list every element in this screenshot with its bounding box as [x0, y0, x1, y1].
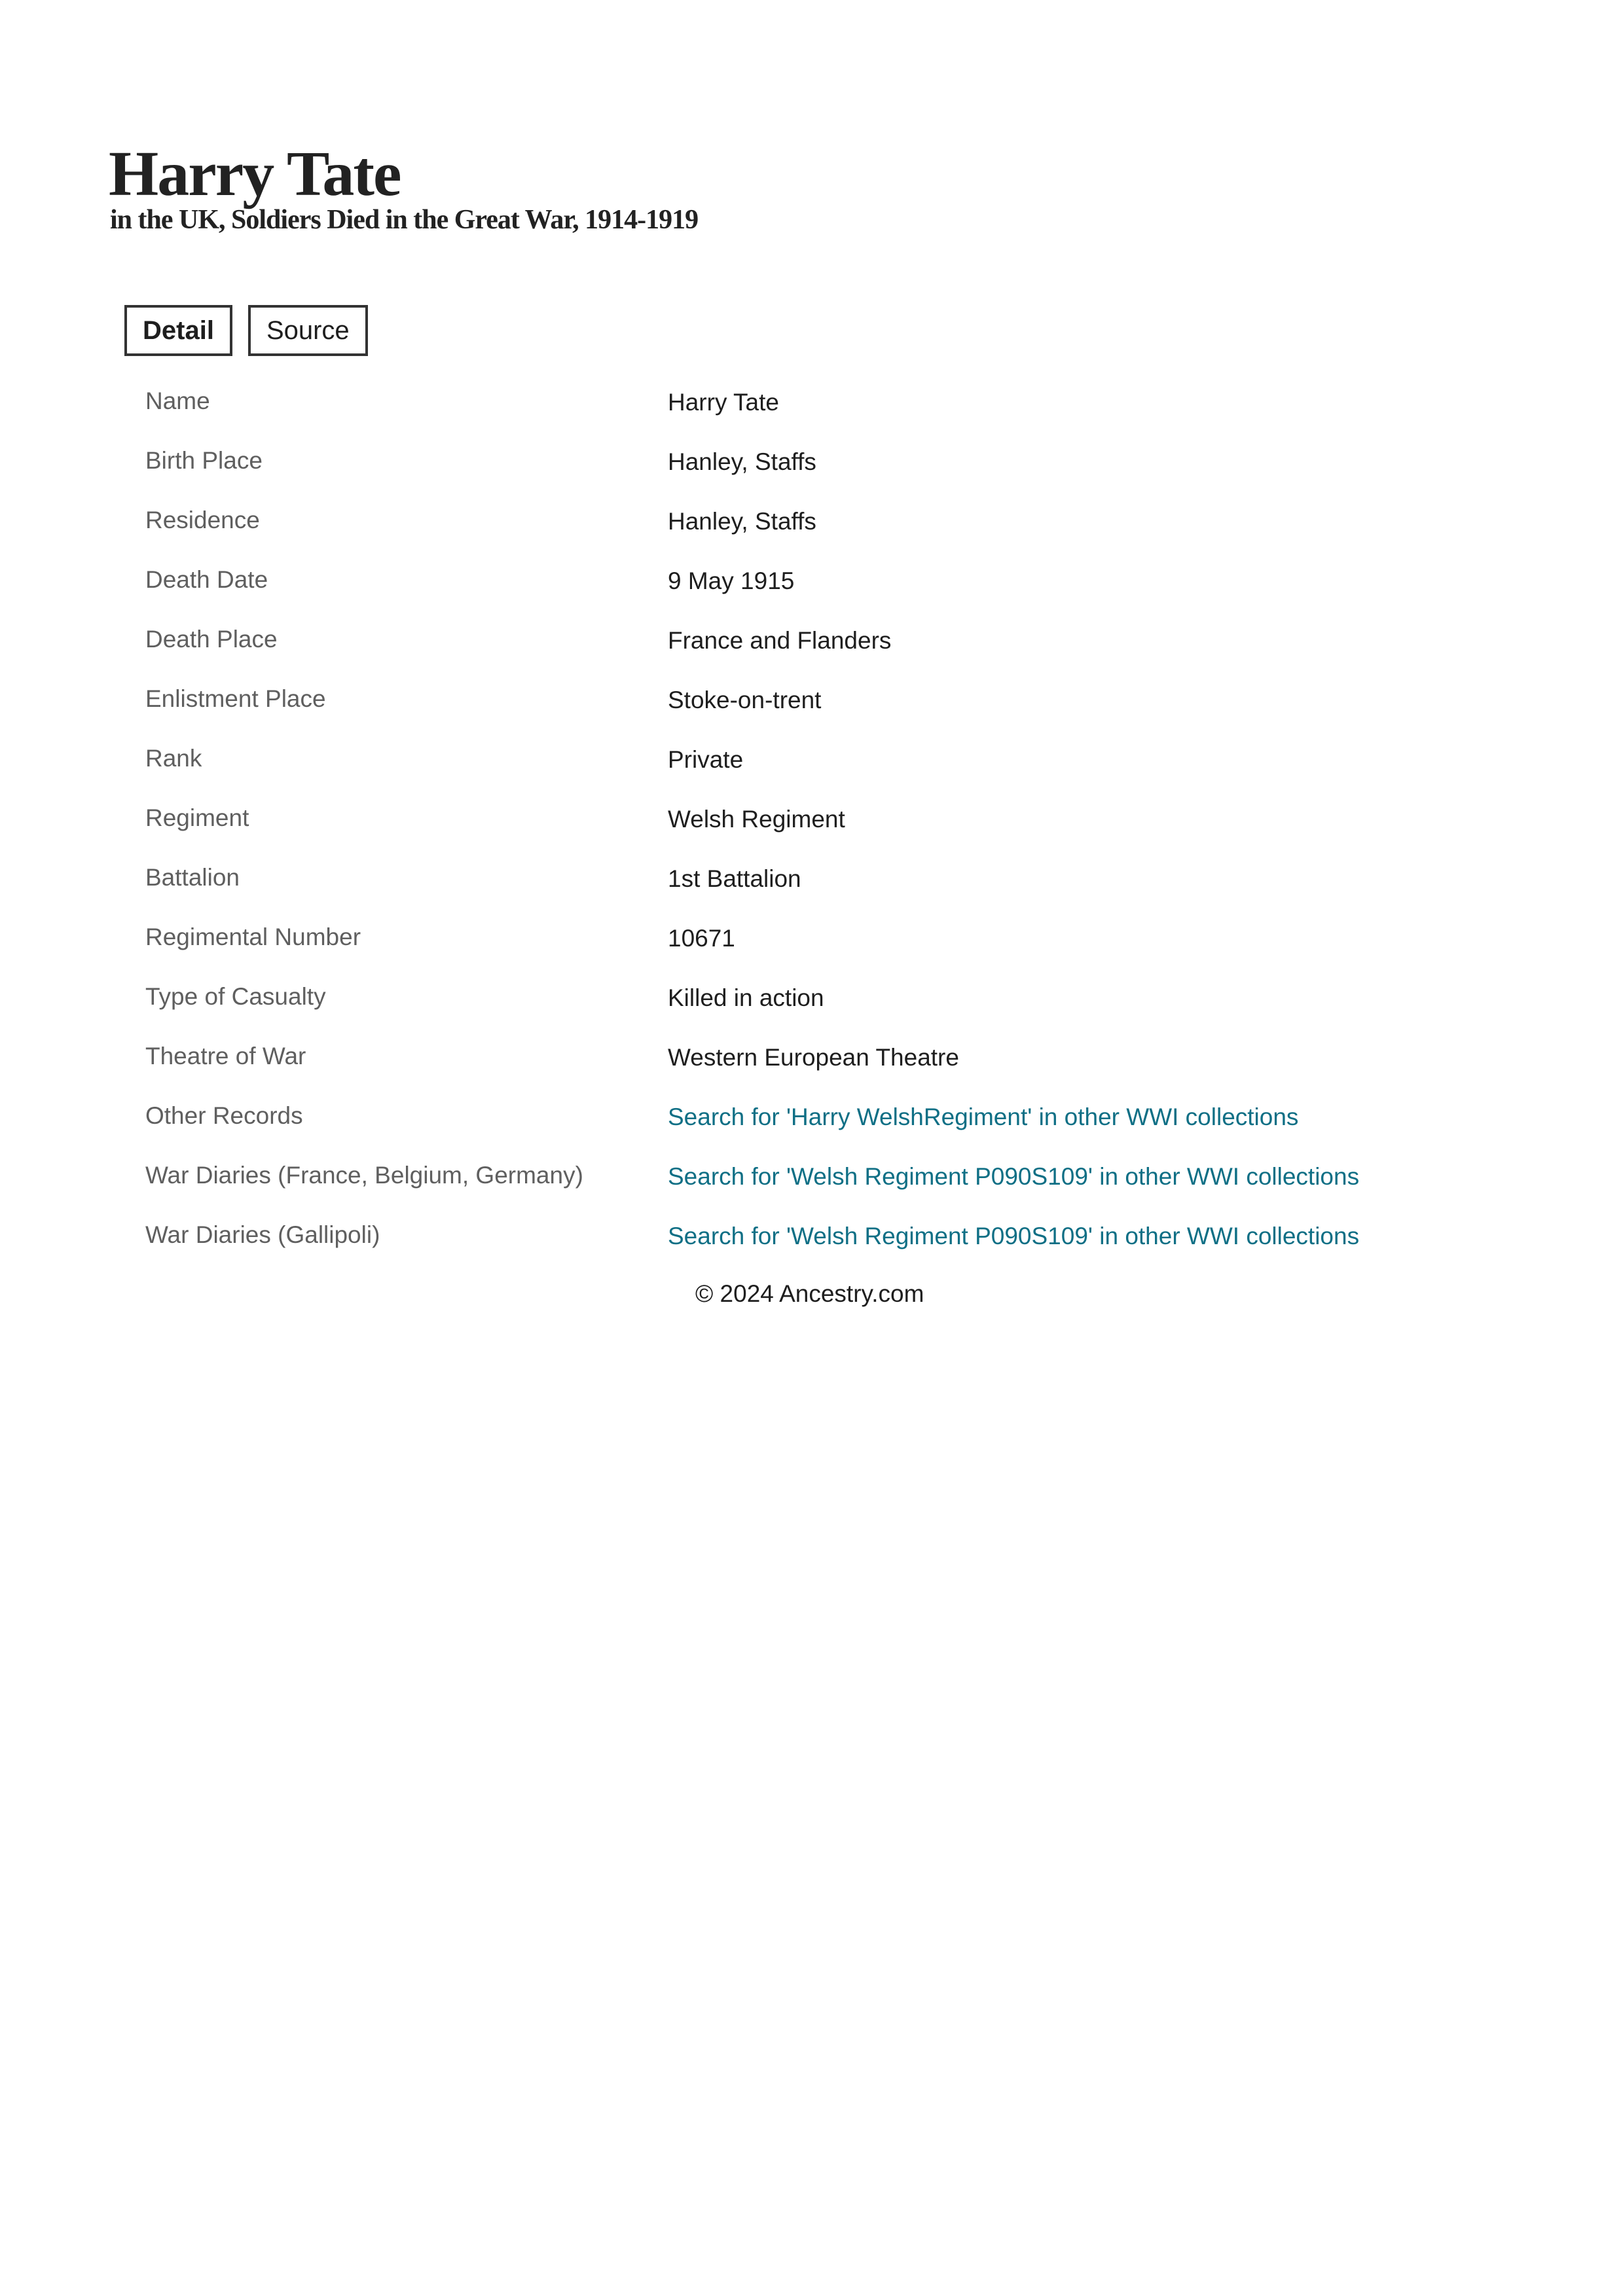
- record-value: Killed in action: [668, 984, 824, 1011]
- record-tabs: [124, 305, 368, 356]
- record-label: War Diaries (France, Belgium, Germany): [145, 1162, 583, 1189]
- record-label: Theatre of War: [145, 1043, 306, 1069]
- record-row-death-date: [145, 553, 1520, 613]
- record-label: Name: [145, 387, 210, 414]
- record-value: Hanley, Staffs: [668, 448, 816, 475]
- record-value: Welsh Regiment: [668, 806, 845, 833]
- record-label: Death Date: [145, 566, 268, 593]
- record-row-theatre-of-war: [145, 1030, 1520, 1089]
- record-row-name: [145, 374, 1520, 434]
- record-label: Residence: [145, 507, 260, 533]
- page-title: Harry Tate: [109, 139, 401, 209]
- war-diaries-gallipoli-search-link[interactable]: Search for 'Welsh Regiment P090S109' in other WWI collections: [668, 1223, 1360, 1249]
- record-row-type-of-casualty: [145, 970, 1520, 1030]
- record-value: France and Flanders: [668, 627, 892, 654]
- record-value: Private: [668, 746, 744, 773]
- record-label: Death Place: [145, 626, 278, 653]
- record-value: Western European Theatre: [668, 1044, 959, 1071]
- record-details: [145, 374, 1520, 1268]
- record-row-enlistment-place: [145, 672, 1520, 732]
- record-value: 9 May 1915: [668, 567, 795, 594]
- collection-subtitle: in the UK, Soldiers Died in the Great War, 1914-1919: [110, 205, 699, 235]
- record-value: 1st Battalion: [668, 865, 801, 892]
- record-value: 10671: [668, 925, 735, 952]
- record-row-regiment: [145, 791, 1520, 851]
- record-row-war-diaries-france-belgium-germany: [145, 1149, 1520, 1208]
- record-label: War Diaries (Gallipoli): [145, 1221, 380, 1248]
- record-value: Harry Tate: [668, 389, 779, 416]
- record-value: Hanley, Staffs: [668, 508, 816, 535]
- copyright-footer: © 2024 Ancestry.com: [695, 1280, 924, 1307]
- record-row-war-diaries-gallipoli: [145, 1208, 1520, 1268]
- record-label: Regimental Number: [145, 924, 361, 950]
- record-value: Stoke-on-trent: [668, 687, 822, 713]
- other-records-search-link[interactable]: Search for 'Harry WelshRegiment' in other WWI collections: [668, 1103, 1299, 1130]
- record-row-rank: [145, 732, 1520, 791]
- record-label: Enlistment Place: [145, 685, 326, 712]
- record-row-death-place: [145, 613, 1520, 672]
- record-label: Other Records: [145, 1102, 303, 1129]
- record-row-other-records: [145, 1089, 1520, 1149]
- war-diaries-france-search-link[interactable]: Search for 'Welsh Regiment P090S109' in other WWI collections: [668, 1163, 1360, 1190]
- record-row-battalion: [145, 851, 1520, 910]
- record-label: Rank: [145, 745, 202, 772]
- record-label: Regiment: [145, 804, 249, 831]
- tab-detail[interactable]: Detail: [124, 305, 232, 356]
- record-row-residence: [145, 493, 1520, 553]
- record-row-regimental-number: [145, 910, 1520, 970]
- record-label: Type of Casualty: [145, 983, 326, 1010]
- record-label: Birth Place: [145, 447, 263, 474]
- tab-source[interactable]: Source: [248, 305, 368, 356]
- record-label: Battalion: [145, 864, 240, 891]
- record-row-birth-place: [145, 434, 1520, 493]
